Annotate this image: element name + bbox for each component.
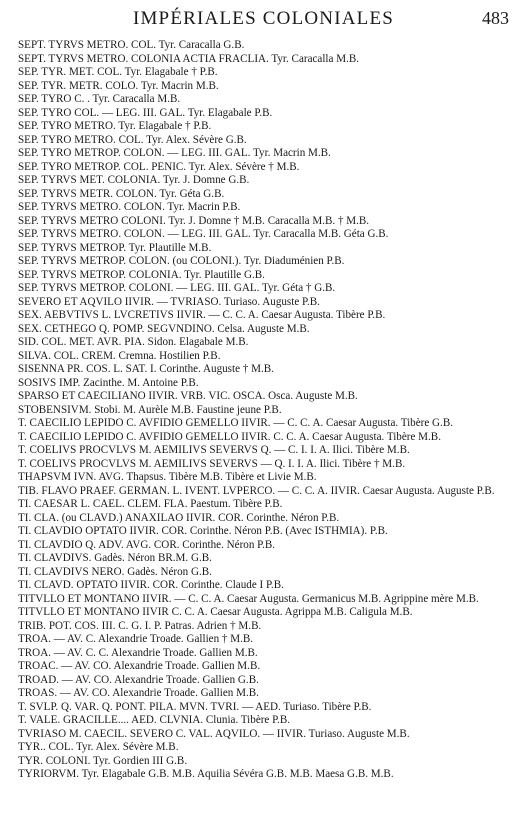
legend-entry: SEP. TYRVS METRO. COLON. — LEG. III. GAL. Tyr. Caracalla M.B. Géta G.B. — [18, 228, 389, 240]
legend-entry: SEP. TYRVS METROP. COLONI. — LEG. III. GAL. Tyr. Géta † G.B. — [18, 282, 336, 294]
legend-entry: TROAS. — AV. CO. Alexandrie Troade. Gallien M.B. — [18, 687, 259, 699]
legend-entry: TROAD. — AV. CO. Alexandrie Troade. Gallien G.B. — [18, 673, 259, 686]
legend-entry: TI. CLA. (ou CLAVD.) ANAXILAO IIVIR. COR. Corinthe. Néron P.B. — [18, 511, 340, 524]
legend-entry: SEPT. TYRVS METRO. COLONIA ACTIA FRACLIA. Tyr. Caracalla M.B. — [18, 52, 360, 65]
legend-entry: SEP. TYRO METROP. COL. PENIC. Tyr. Alex. Sévère † M.B. — [18, 160, 300, 173]
page-number: 483 — [482, 8, 509, 28]
legend-entry: TITVLLO ET MONTANO IIVIR. — C. C. A. Caesar Augusta. Germanicus M.B. Agrippine mère M.B. — [18, 592, 479, 605]
legend-entry: SEP. TYRVS METROP. COLON. (ou COLONI.). Tyr. Diaduménien P.B. — [18, 255, 345, 267]
legend-entry: STOBENSIVM. Stobi. M. Aurèle M.B. Faustine jeune P.B. — [18, 403, 282, 416]
legend-entry: T. CAECILIO LEPIDO C. AVFIDIO GEMELLO IIVIR. C. C. A. Caesar Augusta. Tibère M.B. — [18, 430, 441, 443]
legend-entry: T. SVLP. Q. VAR. Q. PONT. PILA. MVN. TVRI. — AED. Turiaso. Tibère P.B. — [18, 700, 372, 713]
legend-entry: SEP. TYRVS METRO COLONI. Tyr. J. Domne † M.B. Caracalla M.B. † M.B. — [18, 214, 370, 227]
legend-entry: TI. CLAVDIO OPTATO IIVIR. COR. Corinthe. Néron P.B. (Avec ISTHMIA). P.B. — [18, 525, 388, 537]
legend-entry: TRIB. POT. COS. III. C. G. I. P. Patras. Adrien † M.B. — [18, 619, 262, 632]
legend-entry: SEVERO ET AQVILO IIVIR. — TVRIASO. Turiaso. Auguste P.B. — [18, 295, 320, 308]
legend-entry: TIB. FLAVO PRAEF. GERMAN. L. IVENT. LVPERCO. — C. C. A. IIVIR. Caesar Augusta. Auguste P.B. — [18, 484, 495, 497]
legend-entry: SEP. TYRO METRO. COL. Tyr. Alex. Sévère G.B. — [18, 133, 247, 146]
legend-entry: TROAC. — AV. CO. Alexandrie Troade. Gallien M.B. — [18, 660, 261, 672]
legend-entry: TYR. COLONI. Tyr. Gordien III G.B. — [18, 754, 188, 767]
legend-entry: SEP. TYRO C. . Tyr. Caracalla M.B. — [18, 93, 181, 105]
legend-entry: SILVA. COL. CREM. Cremna. Hostilien P.B. — [18, 349, 221, 362]
legend-entry: SEP. TYR. MET. COL. Tyr. Elagabale † P.B. — [18, 66, 218, 78]
legend-entry: SEP. TYRO METROP. COLON. — LEG. III. GAL. Tyr. Macrin M.B. — [18, 147, 331, 159]
legend-entry: SEP. TYRVS METRO. COLON. Tyr. Macrin P.B. — [18, 201, 241, 213]
coin-legend-list — [18, 39, 510, 782]
legend-entry: SEP. TYRVS METROP. COLONIA. Tyr. Plautille G.B. — [18, 268, 265, 281]
legend-entry: TI. CAESAR L. CAEL. CLEM. FLA. Paestum. Tibère P.B. — [18, 498, 283, 510]
legend-entry: TITVLLO ET MONTANO IIVIR C. C. A. Caesar Augusta. Agrippa M.B. Caligula M.B. — [18, 606, 413, 618]
legend-entry: T. COELIVS PROCVLVS M. AEMILIVS SEVERVS Q. — C. I. I. A. Ilici. Tibère M.B. — [18, 444, 410, 456]
legend-entry: SID. COL. MET. AVR. PIA. Sidon. Elagabale M.B. — [18, 336, 249, 348]
legend-entry: TYRIORVM. Tyr. Elagabale G.B. M.B. Aquilia Sévéra G.B. M.B. Maesa G.B. M.B. — [18, 768, 394, 780]
legend-entry: THAPSVM IVN. AVG. Thapsus. Tibère M.B. Tibère et Livie M.B. — [18, 471, 317, 483]
legend-entry: TI. CLAVDIVS. Gadès. Néron BR.M. G.B. — [18, 552, 212, 564]
legend-entry: T. CAECILIO LEPIDO C. AVFIDIO GEMELLO IIVIR. — C. C. A. Caesar Augusta. Tibère G.B. — [18, 417, 453, 429]
legend-entry: TI. CLAVD. OPTATO IIVIR. COR. Corinthe. Claude I P.B. — [18, 579, 284, 591]
legend-entry: TVRIASO M. CAECIL. SEVERO C. VAL. AQVILO. — IIVIR. Turiaso. Auguste M.B. — [18, 727, 410, 740]
legend-entry: T. VALE. GRACILLE.... AED. CLVNIA. Clunia. Tibère P.B. — [18, 714, 291, 726]
legend-entry: T. COELIVS PROCVLVS M. AEMILIVS SEVERVS — Q. I. I. A. Ilici. Tibère † M.B. — [18, 457, 406, 470]
legend-entry: TI. CLAVDIVS NERO. Gadès. Néron G.B. — [18, 565, 212, 578]
legend-entry: SEP. TYR. METR. COLO. Tyr. Macrin M.B. — [18, 79, 219, 92]
legend-entry: SEP. TYRO COL. — LEG. III. GAL. Tyr. Elagabale P.B. — [18, 106, 273, 119]
legend-entry: SEPT. TYRVS METRO. COL. Tyr. Caracalla G.B. — [18, 39, 245, 51]
legend-entry: SEP. TYRO METRO. Tyr. Elagabale † P.B. — [18, 120, 212, 132]
legend-entry: SEP. TYRVS METR. COLON. Tyr. Géta G.B. — [18, 187, 225, 200]
legend-entry: SOSIVS IMP. Zacinthe. M. Antoine P.B. — [18, 376, 199, 389]
running-title: IMPÉRIALES COLONIALES — [132, 8, 395, 29]
legend-entry: SEP. TYRVS MET. COLONIA. Tyr. J. Domne G.B. — [18, 174, 250, 186]
legend-entry: SISENNA PR. COS. L. SAT. I. Corinthe. Auguste † M.B. — [18, 363, 274, 375]
page-header — [0, 8, 527, 32]
legend-entry: SEX. CETHEGO Q. POMP. SEGVNDINO. Celsa. Auguste M.B. — [18, 322, 310, 335]
legend-entry: TI. CLAVDIO Q. ADV. AVG. COR. Corinthe. Néron P.B. — [18, 538, 276, 551]
legend-entry: SEX. AEBVTIVS L. LVCRETIVS IIVIR. — C. C. A. Caesar Augusta. Tibère P.B. — [18, 309, 386, 321]
legend-entry: SEP. TYRVS METROP. Tyr. Plautille M.B. — [18, 241, 212, 254]
legend-entry: SPARSO ET CAECILIANO IIVIR. VRB. VIC. OSCA. Osca. Auguste M.B. — [18, 390, 358, 402]
legend-entry: TYR.. COL. Tyr. Alex. Sévère M.B. — [18, 741, 179, 753]
legend-entry: TROA. — AV. C. Alexandrie Troade. Gallien † M.B. — [18, 633, 254, 645]
legend-entry: TROA. — AV. C. C. Alexandrie Troade. Gallien M.B. — [18, 646, 258, 659]
